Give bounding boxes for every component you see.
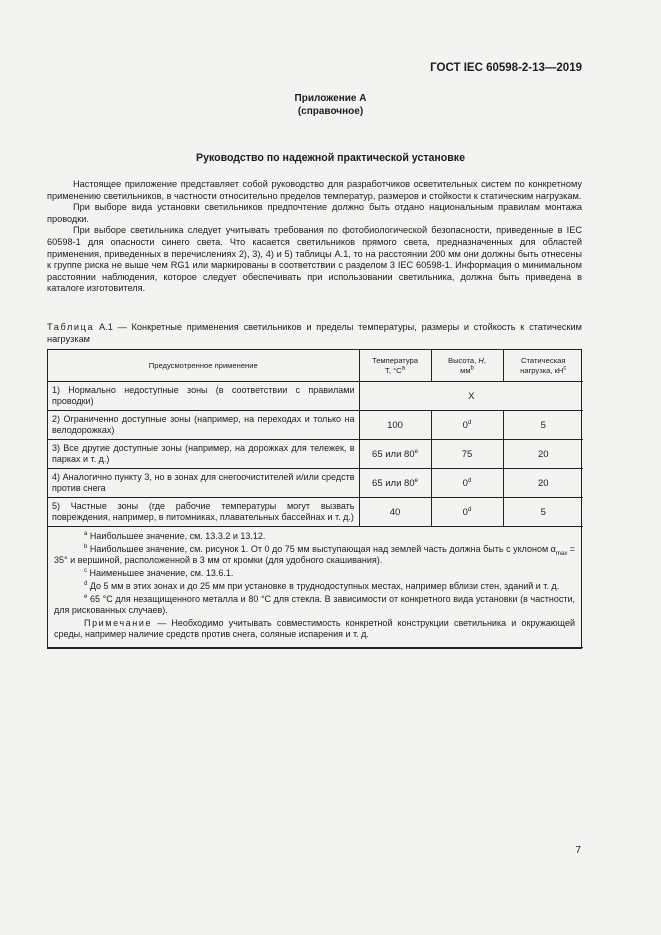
application-cell: 5) Частные зоны (где рабочие температуры могут вызвать повреждения, например, в питомниках, плавательных бассейнах и т. д.): [48, 498, 359, 527]
load-cell: 20: [503, 469, 583, 498]
footnote: $^c$ Наименьшее значение, см. 13.6.1.: [84, 568, 234, 579]
section-heading: Руководство по надежной практической установке: [196, 152, 465, 164]
table-container: [47, 349, 582, 649]
header-temperature: Температура T, $^\circ C^a$: [359, 350, 431, 382]
paragraph: При выборе светильника следует учитывать требования по фотобиологической безопасности, приведенные в IEC 60598-1 для опасности синего света. Что касается светильников прямого света, предназначенных для областей применения, приведенных в перечислениях 2), 3), 4) и 5) таблицы А.1, то на расстоянии 200 мм они должны быть отнесены к группе риска не выше чем RG1 или маркированы в соответствии с разделом 3 IEC 60598-1. Информация о минимальном расстоянии наблюдения, которое следует обеспечивать при использовании светильника, должна быть приведена в каталоге изготовителя.: [47, 225, 582, 294]
table-header-row: [48, 350, 583, 382]
load-cell: 5: [503, 411, 583, 440]
temperature-cell: 40: [359, 498, 431, 527]
footnote: $^a$ Наибольшее значение, см. 13.3.2 и 13.12.: [84, 531, 266, 541]
application-cell: 1) Нормально недоступные зоны (в соответствии с правилами проводки): [48, 382, 359, 411]
appendix-title: Приложение А: [294, 93, 367, 104]
footnote: $^b$ Наибольшее значение, см. рисунок 1. От 0 до 75 мм выступающая над землей часть должна быть с уклоном $\alpha_{max} = 35^\circ$ и вершиной, расположенной в 3 мм от кромки (для удобного скашивания).: [54, 543, 576, 566]
load-cell: 20: [503, 440, 583, 469]
height-cell: 0$^d$: [431, 498, 503, 527]
height-cell: 0$^d$: [431, 469, 503, 498]
table-row: [48, 498, 583, 527]
footnote: $^e$ 65 °C для незащищенного металла и 80 °C для стекла. В зависимости от конкретного вида установки (в частности, для рискованных случаев).: [54, 593, 575, 616]
merged-value-cell: X: [359, 382, 583, 411]
table-row: [48, 411, 583, 440]
header-application: Предусмотренное применение: [48, 350, 359, 382]
application-cell: 4) Аналогично пункту 3, но в зонах для снегоочистителей и/или средств против снега: [48, 469, 359, 498]
height-cell: 0$^d$: [431, 411, 503, 440]
application-cell: 2) Ограниченно доступные зоны (например, на переходах и только на велодорожках): [48, 411, 359, 440]
standard-number: ГОСТ IEC 60598-2-13—2019: [430, 62, 582, 74]
page-number: 7: [575, 845, 581, 856]
appendix-subtitle: (справочное): [297, 106, 364, 117]
table-row: [48, 382, 583, 411]
load-cell: 5: [503, 498, 583, 527]
temperature-cell: 65 или 80e: [359, 469, 431, 498]
application-table: [48, 350, 583, 648]
table-notes-row: [48, 527, 583, 648]
paragraph: При выборе вида установки светильников предпочтение должно быть отдано национальным правилам монтажа проводки.: [47, 202, 582, 224]
paragraph: Настоящее приложение представляет собой руководство для разработчиков осветительных систем по конкретному применению светильников, в частности относительно пределов температур, размеров и стойкости к статическим нагрузкам.: [47, 179, 582, 201]
footnote: $^d$ До 5 мм в этих зонах и до 25 мм при установке в труднодоступных местах, например вблизи стен, зданий и т. д.: [84, 580, 560, 591]
table-note: Примечание — Необходимо учитывать совместимость конкретной конструкции светильника и окружающей среды, например наличие средств против снега, соляные испарения и т. д.: [54, 618, 575, 640]
header-load: Статическая нагрузка, $кН^c$: [503, 350, 583, 382]
table-row: [48, 440, 583, 469]
body-text: [47, 179, 582, 295]
appendix-header: [0, 92, 661, 118]
table-footnotes: [48, 527, 583, 648]
table-caption-text: А.1 — Конкретные применения светильников и пределы температуры, размеры и стойкость к статическим нагрузкам: [47, 322, 582, 344]
temperature-cell: 65 или 80e: [359, 440, 431, 469]
note-label: Примечание: [84, 618, 153, 629]
table-row: [48, 469, 583, 498]
header-height: Высота, H, $мм^b$: [431, 350, 503, 382]
application-cell: 3) Все другие доступные зоны (например, на дорожках для тележек, в парках и т. д.): [48, 440, 359, 469]
temperature-cell: 100: [359, 411, 431, 440]
table-caption-label: Таблица: [47, 322, 95, 332]
height-cell: 75: [431, 440, 503, 469]
table-caption: [47, 322, 582, 345]
